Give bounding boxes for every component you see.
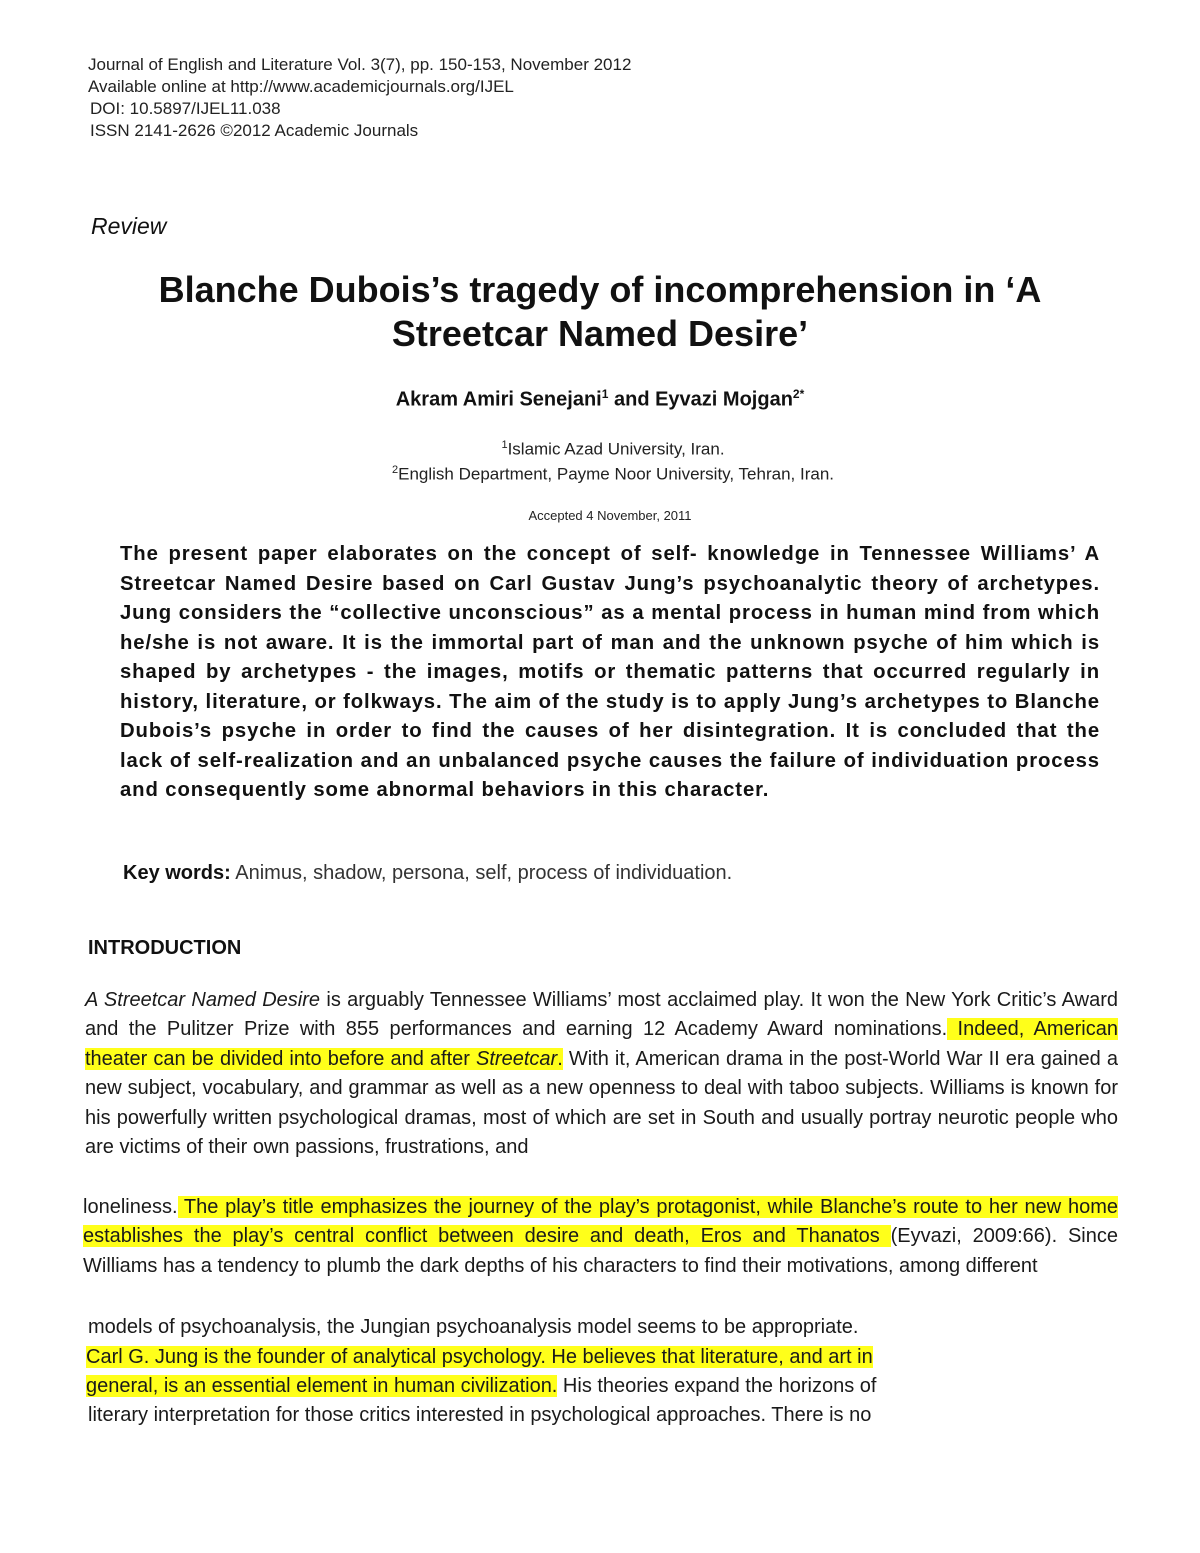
issn: ISSN 2141-2626 ©2012 Academic Journals	[90, 121, 419, 140]
abstract: The present paper elaborates on the concept of self- knowledge in Tennessee Williams’ A Streetcar Named Desire based on Carl Gustav Jung’s psychoanalytic theory of archetypes. Jung considers the “collective unconscious” as a mental process in human mind from which he/she is not aware. It is the immortal part of man and the unknown psyche of him which is shaped by archetypes - the images, motifs or thematic patterns that occurred regularly in history, literature, or folkways. The aim of the study is to apply Jung’s archetypes to Blanche Dubois’s psyche in order to find the causes of her disintegration. It is concluded that the lack of self-realization and an unbalanced psyche causes the failure of individuation process and consequently some abnormal behaviors in this character.	[120, 543, 1100, 801]
intro-paragraph-4-line-1	[86, 1343, 873, 1372]
author-2-affiliation-mark: 2*	[792, 387, 805, 401]
highlight: general, is an essential element in human civilization.	[86, 1375, 558, 1397]
affiliation-1: $^1$Islamic Azad University, Iran.	[501, 439, 725, 459]
author-1-affiliation-mark: 1	[601, 387, 609, 401]
authors	[0, 387, 1200, 412]
author-1: Akram Amiri Senejani	[395, 388, 602, 411]
keywords-label: Key words:	[123, 862, 231, 884]
highlight: Carl G. Jung is the founder of analytical psychology. He believes that literature, and art in	[86, 1346, 873, 1368]
affiliation-2: $^2$English Department, Payme Noor University, Tehran, Iran.	[391, 464, 834, 484]
journal-citation: Journal of English and Literature Vol. 3(7), pp. 150-153, November 2012	[88, 55, 632, 74]
highlight: Indeed, American theater can be divided into before and after Streetcar.	[85, 1018, 1118, 1070]
doi: DOI: 10.5897/IJEL11.038	[90, 99, 281, 118]
paper-title: Blanche Dubois’s tragedy of incomprehension in ‘A Streetcar Named Desire’	[158, 269, 1042, 354]
highlight: The play’s title emphasizes the journey of the play’s protagonist, while Blanche’s route to her new home establishes the play’s central conflict between desire and death, Eros and Thanatos	[83, 1196, 1118, 1248]
keywords-value: Animus, shadow, persona, self, process of individuation.	[230, 862, 733, 884]
section-heading-introduction: INTRODUCTION	[88, 937, 242, 959]
journal-url: Available online at http://www.academicjournals.org/IJEL	[88, 77, 514, 96]
intro-paragraph-3: models of psychoanalysis, the Jungian psychoanalysis model seems to be appropriate.	[88, 1316, 859, 1338]
intro-paragraph-2: loneliness. The play’s title emphasizes the journey of the play’s protagonist, while Blanche’s route to her new home establishes the play’s central conflict between desire and death, Eros and Thanatos (Eyvazi, 2009:66). Since Williams has a tendency to plumb the dark depths of his characters to find their motivations, among different	[83, 1196, 1118, 1277]
keywords	[123, 862, 732, 885]
author-2: and Eyvazi Mojgan	[608, 388, 793, 411]
intro-paragraph-4-line-2: general, is an essential element in human civilization. His theories expand the horizons of	[86, 1375, 877, 1397]
intro-paragraph-1: A Streetcar Named Desire is arguably Tennessee Williams’ most acclaimed play. It won the New York Critic’s Award and the Pulitzer Prize with 855 performances and earning 12 Academy Award nominations. Indeed, American theater can be divided into before and after Streetcar. With it, American drama in the post-World War II era gained a new subject, vocabulary, and grammar as well as a new openness to deal with taboo subjects. Williams is known for his powerfully written psychological dramas, most of which are set in South and usually portray neurotic people who are victims of their own passions, frustrations, and	[85, 989, 1118, 1159]
accepted-date: Accepted 4 November, 2011	[528, 508, 692, 523]
article-type: Review	[91, 213, 167, 239]
intro-paragraph-4-line-3: literary interpretation for those critics interested in psychological approaches. There is no	[88, 1404, 872, 1426]
